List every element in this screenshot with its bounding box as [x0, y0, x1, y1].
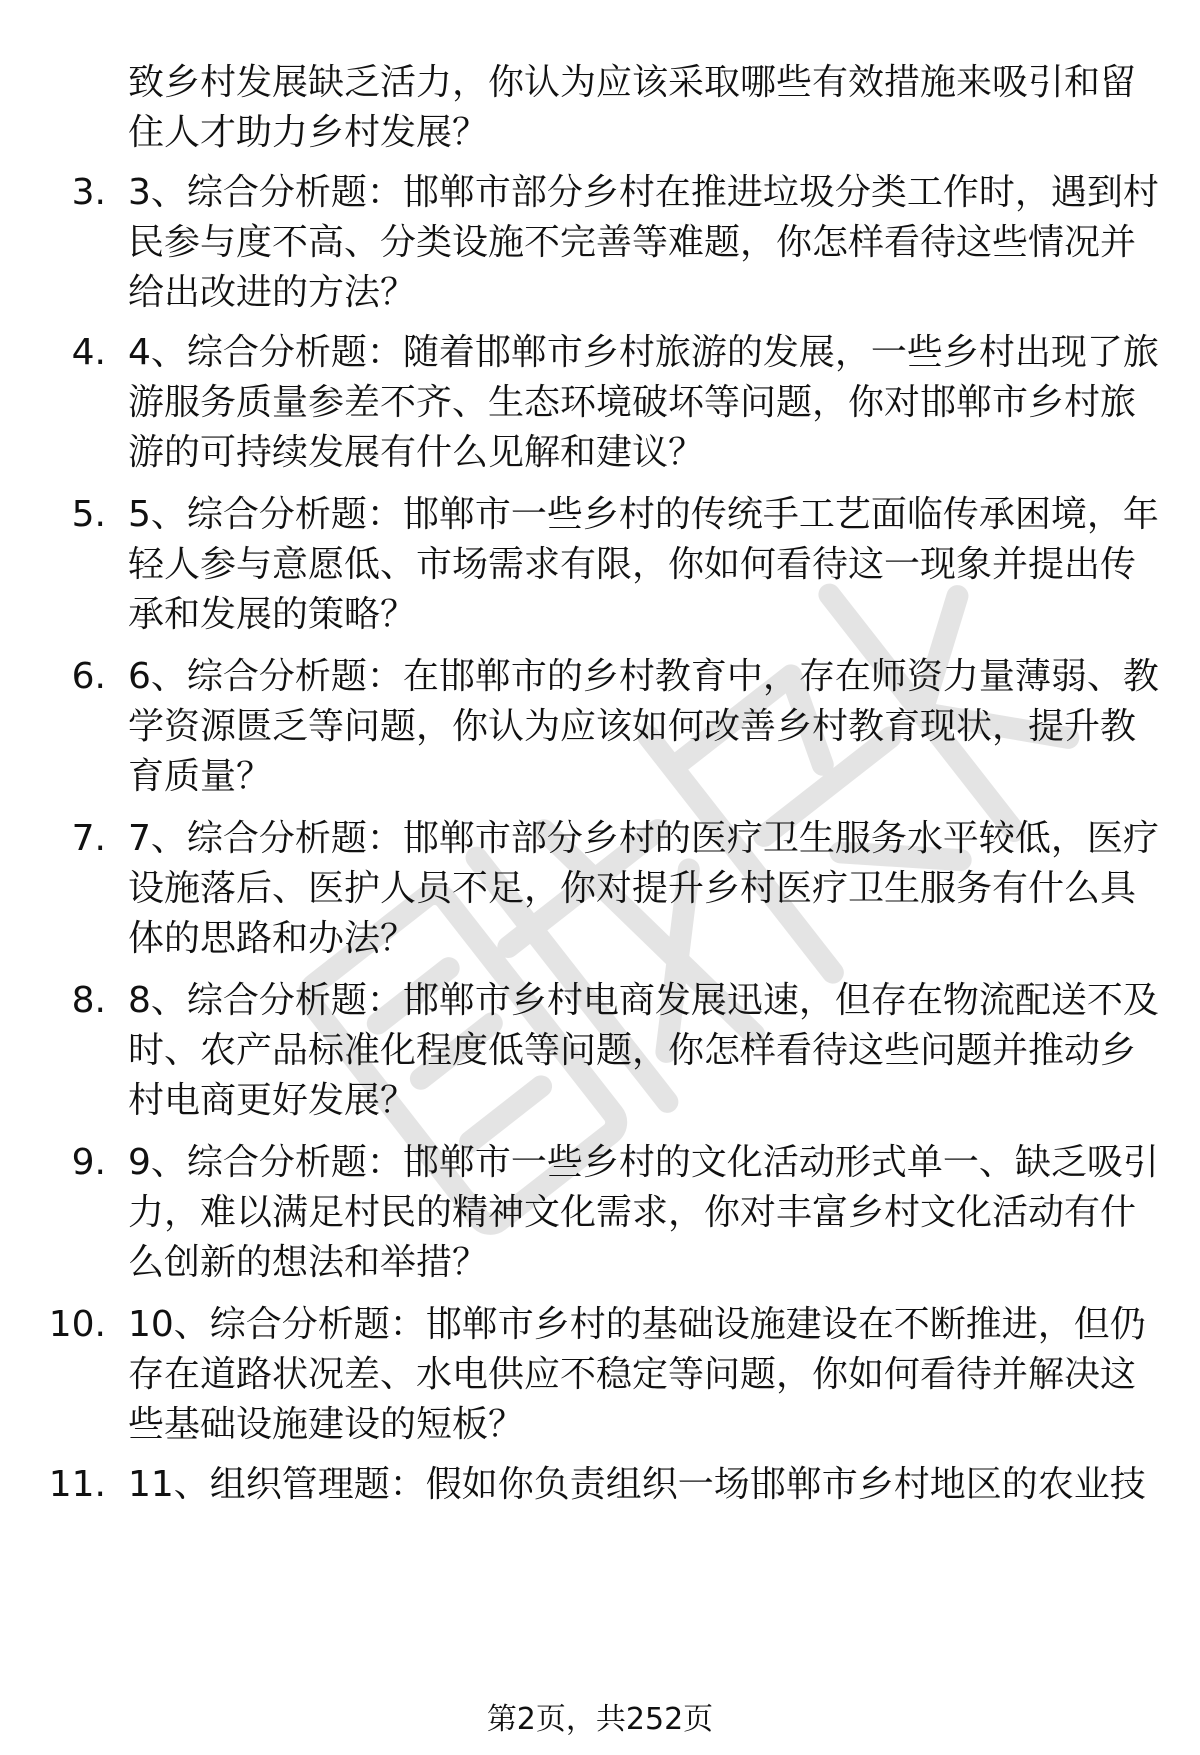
page-footer: 第2页，共252页 — [486, 1702, 714, 1737]
list-item-number: 8. — [71, 980, 106, 1021]
list-item-number: 7. — [71, 818, 106, 859]
list-item-number: 9. — [71, 1142, 106, 1183]
list-item-text: 10、综合分析题：邯郸市乡村的基础设施建设在不断推进，但仍存在道路状况差、水电供应不稳定等问题，你如何看待并解决这些基础设施建设的短板？ — [128, 1304, 1146, 1445]
list-item-text: 9、综合分析题：邯郸市一些乡村的文化活动形式单一、缺乏吸引力，难以满足村民的精神文化需求，你对丰富乡村文化活动有什么创新的想法和举措？ — [128, 1142, 1159, 1283]
list-item-text: 8、综合分析题：邯郸市乡村电商发展迅速，但存在物流配送不及时、农产品标准化程度低等问题，你怎样看待这些问题并推动乡村电商更好发展？ — [128, 980, 1159, 1121]
list-item-number: 4. — [71, 332, 106, 373]
list-item-number: 5. — [71, 494, 106, 535]
list-item-text: 11、组织管理题：假如你负责组织一场邯郸市乡村地区的农业技 — [128, 1464, 1146, 1505]
list-item-number: 10. — [48, 1304, 106, 1345]
list-item-number: 11. — [48, 1464, 106, 1505]
list-item-text: 7、综合分析题：邯郸市部分乡村的医疗卫生服务水平较低，医疗设施落后、医护人员不足，你对提升乡村医疗卫生服务有什么具体的思路和办法？ — [128, 818, 1159, 959]
list-item-text: 5、综合分析题：邯郸市一些乡村的传统手工艺面临传承困境，年轻人参与意愿低、市场需求有限，你如何看待这一现象并提出传承和发展的策略？ — [128, 494, 1159, 635]
list-item-text: 3、综合分析题：邯郸市部分乡村在推进垃圾分类工作时，遇到村民参与度不高、分类设施不完善等难题，你怎样看待这些情况并给出改进的方法？ — [128, 172, 1159, 313]
continuation-paragraph: 致乡村发展缺乏活力，你认为应该采取哪些有效措施来吸引和留住人才助力乡村发展？ — [128, 62, 1137, 153]
list-item-number: 6. — [71, 656, 106, 697]
list-item-number: 3. — [71, 172, 106, 213]
list-item-text: 4、综合分析题：随着邯郸市乡村旅游的发展，一些乡村出现了旅游服务质量参差不齐、生态环境破坏等问题，你对邯郸市乡村旅游的可持续发展有什么见解和建议？ — [128, 332, 1159, 473]
list-item-text: 6、综合分析题：在邯郸市的乡村教育中，存在师资力量薄弱、教学资源匮乏等问题，你认为应该如何改善乡村教育现状，提升教育质量？ — [128, 656, 1159, 797]
